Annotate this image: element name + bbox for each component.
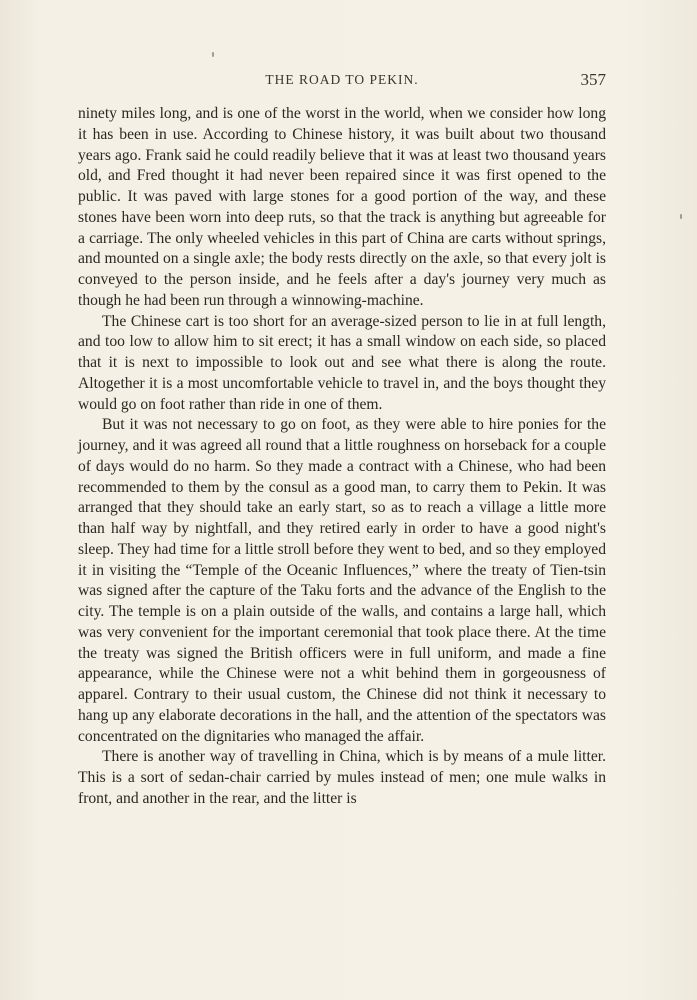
paragraph-2: The Chinese cart is too short for an average-sized person to lie in at full length, and too low to allow him to sit erect; it has a small window on each side, so placed that it is next to impossible to look out and see what there is along the route. Altogether it is a most uncomfortable vehicle to travel in, and the boys thought they would go on foot rather than ride in one of them. <box>78 312 606 413</box>
body-text <box>78 104 606 810</box>
page-header <box>78 70 606 94</box>
running-title: THE ROAD TO PEKIN. <box>265 72 419 87</box>
paper-speck <box>680 214 682 219</box>
paragraph-1: ninety miles long, and is one of the worst in the world, when we consider how long it has been in use. According to Chinese history, it was built about two thousand years ago. Frank said he could readily believe that it was at least two thousand years old, and Fred thought it had never been repaired since it was first opened to the public. It was paved with large stones for a good portion of the way, and these stones have been worn into deep ruts, so that the track is anything but agreeable for a carriage. The only wheeled vehicles in this part of China are carts without springs, and mounted on a single axle; the body rests directly on the axle, so that every jolt is conveyed to the person inside, and he feels after a day's journey very much as though he had been run through a winnowing-machine. <box>78 105 606 309</box>
paragraph-4: There is another way of travelling in China, which is by means of a mule litter. This is a sort of sedan-chair carried by mules instead of men; one mule walks in front, and another in the rear, and the litter is <box>78 748 606 807</box>
paper-speck <box>212 52 214 57</box>
paragraph-3: But it was not necessary to go on foot, as they were able to hire ponies for the journey, and it was agreed all round that a little roughness on horseback for a couple of days would do no harm. So they made a contract with a Chinese, who had been recommended to them by the consul as a good man, to carry them to Pekin. It was arranged that they should take an early start, so as to reach a village a little more than half way by nightfall, and they retired early in order to have a good night's sleep. They had time for a little stroll before they went to bed, and so they employed it in visiting the “Temple of the Oceanic Influences,” where the treaty of Tien-tsin was signed after the capture of the Taku forts and the advance of the English to the city. The temple is on a plain outside of the walls, and contains a large hall, which was very convenient for the important ceremonial that took place there. At the time the treaty was signed the British officers were in full uniform, and made a fine appearance, while the Chinese were not a whit behind them in gorgeousness of apparel. Contrary to their usual custom, the Chinese did not think it necessary to hang up any elaborate decorations in the hall, and the attention of the spectators was concentrated on the dignitaries who managed the affair. <box>78 416 606 745</box>
page-number: 357 <box>580 70 606 89</box>
